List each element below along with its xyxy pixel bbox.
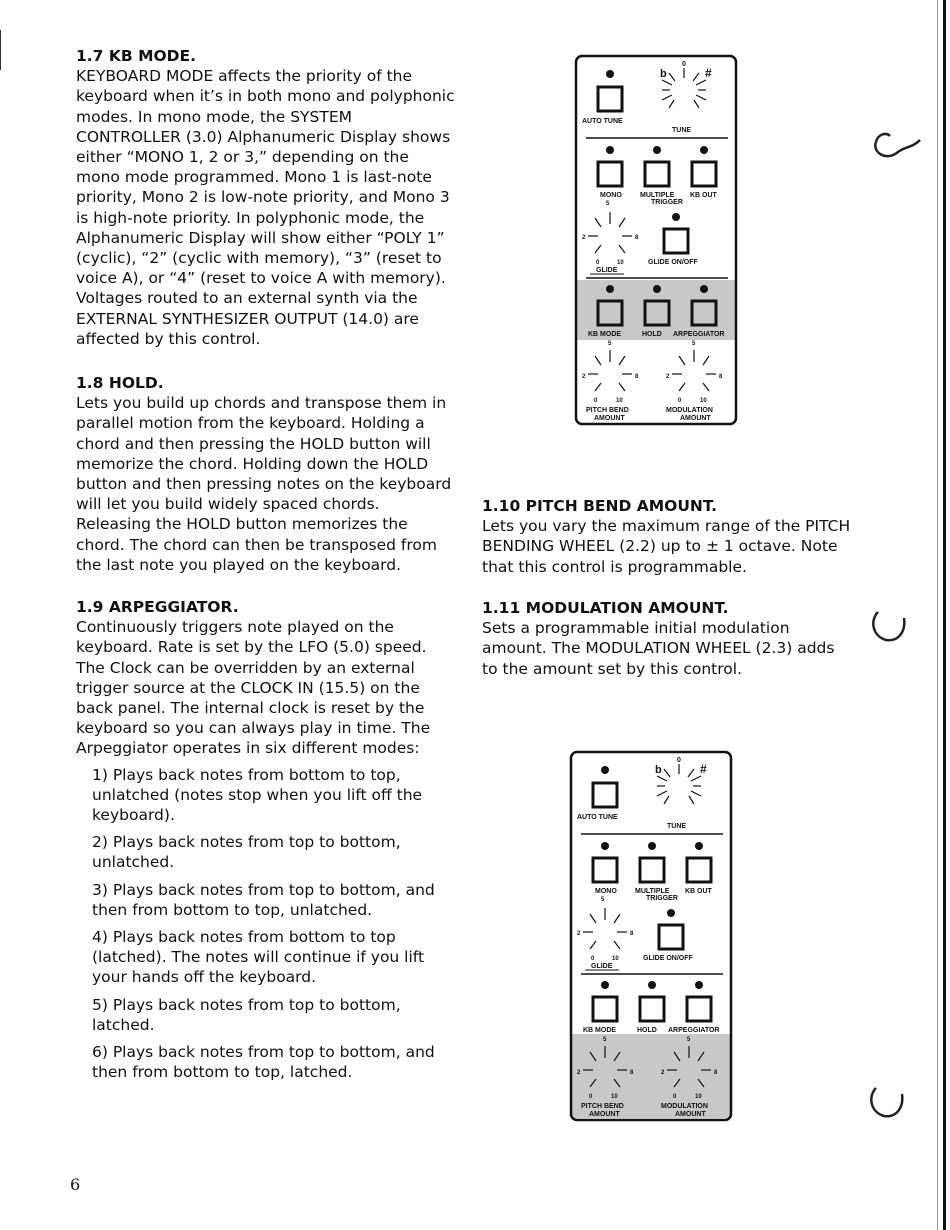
multiple-trigger-button[interactable]: [640, 858, 664, 882]
pitch-scale-mid: 5: [603, 1037, 607, 1043]
modulation-knob-rays: [672, 350, 716, 391]
list-item: 1) Plays back notes from bottom to top, unlatched (notes stop when you lift off the keyboard).: [92, 765, 423, 825]
section-hold: [76, 373, 456, 575]
glide-scale-max: 10: [612, 956, 619, 962]
led-indicator: [648, 981, 656, 989]
glide-scale-min: 0: [591, 956, 595, 962]
mod-scale-low: 2: [661, 1070, 665, 1076]
pitch-amount-label: AMOUNT: [594, 415, 625, 422]
arpeggiator-label: ARPEGGIATOR: [673, 331, 725, 338]
pitch-scale-high: 8: [630, 1070, 634, 1076]
kb-mode-label: KB MODE: [583, 1027, 617, 1034]
trigger-label: TRIGGER: [646, 895, 678, 902]
kb-mode-label: KB MODE: [588, 331, 622, 338]
section-body: Sets a programmable initial modulation amount. The MODULATION WHEEL (2.3) adds to the amount set by this control.: [482, 619, 835, 678]
auto-tune-button[interactable]: [593, 783, 617, 807]
auto-tune-label: AUTO TUNE: [577, 814, 618, 821]
led-indicator: [601, 766, 609, 774]
pitch-scale-low: 2: [582, 374, 586, 380]
hold-label: HOLD: [637, 1027, 657, 1034]
section-title: 1.11 MODULATION AMOUNT.: [482, 599, 729, 617]
tune-label: TUNE: [667, 823, 687, 830]
section-modulation: [482, 598, 854, 679]
section-title: 1.7 KB MODE.: [76, 47, 197, 65]
section-kb-mode: [76, 46, 456, 349]
kb-mode-button[interactable]: [593, 997, 617, 1021]
mod-scale-high: 8: [719, 374, 723, 380]
pitch-bend-label: PITCH BEND: [586, 407, 629, 414]
led-indicator: [606, 146, 614, 154]
list-item: 6) Plays back notes from top to bottom, and then from bottom to top, latched.: [92, 1043, 435, 1082]
glide-onoff-button[interactable]: [664, 229, 688, 253]
led-indicator: [667, 909, 675, 917]
page-edge-inner: [937, 0, 938, 1230]
sharp-symbol: #: [700, 762, 707, 776]
section-pitch-bend: [482, 496, 854, 577]
list-item: 2) Plays back notes from top to bottom, unlatched.: [92, 833, 401, 872]
glide-scale-mid: 5: [606, 201, 610, 207]
led-indicator: [672, 213, 680, 221]
pitch-bend-knob-rays: [588, 350, 632, 391]
section-title: 1.8 HOLD.: [76, 374, 164, 392]
auto-tune-label: AUTO TUNE: [582, 118, 623, 125]
glide-onoff-label: GLIDE ON/OFF: [643, 955, 693, 962]
section-body: KEYBOARD MODE affects the priority of the keyboard when it’s in both mono and polyphonic modes. In mono mode, the SYSTEM CONTROLLER (3.0) Alphanumeric Display shows either “MONO 1, 2 or 3,” depending on the mono mode programmed. Mono 1 is last-note priority, Mono 2 is low-note priority, and Mono 3 is high-note priority. In polyphonic mode, the Alphanumeric Display will show either “POLY 1” (cyclic), “2” (cyclic with memory), “3” (reset to voice A), or “4” (reset to voice A with memory). Voltages routed to an external synth via the EXTERNAL SYNTHESIZER OUTPUT (14.0) are affected by this control.: [76, 67, 455, 348]
mod-scale-high: 8: [714, 1070, 718, 1076]
glide-scale-low: 2: [582, 235, 586, 241]
list-item: 3) Plays back notes from top to bottom, and then from bottom to top, unlatched.: [92, 880, 435, 919]
mod-scale-mid: 5: [692, 341, 696, 347]
trigger-label: TRIGGER: [651, 199, 683, 206]
kb-out-label: KB OUT: [685, 888, 712, 895]
led-indicator: [695, 842, 703, 850]
tune-zero-label: 0: [677, 757, 681, 764]
binder-hole-mark: [866, 1080, 910, 1124]
glide-scale-max: 10: [617, 260, 624, 266]
panel-diagram-pitch-mod: [567, 748, 737, 1132]
section-body: Continuously triggers note played on the keyboard. Rate is set by the LFO (5.0) speed. The Clock can be overridden by an external trigger source at the CLOCK IN (15.5) on the back panel. The internal clock is reset by the keyboard so you can always play in time. The Arpeggiator operates in six different modes:: [76, 618, 431, 758]
margin-mark: [0, 30, 1, 70]
pitch-scale-min: 0: [594, 398, 598, 404]
modulation-label: MODULATION: [661, 1103, 708, 1110]
glide-onoff-label: GLIDE ON/OFF: [648, 259, 698, 266]
glide-knob-rays: [588, 212, 632, 253]
led-indicator: [653, 285, 661, 293]
mono-label: MONO: [600, 192, 622, 199]
led-indicator: [700, 146, 708, 154]
arpeggiator-label: ARPEGGIATOR: [668, 1027, 720, 1034]
tune-zero-label: 0: [682, 61, 686, 68]
glide-label: GLIDE: [596, 267, 618, 274]
multiple-label: MULTIPLE: [640, 192, 675, 199]
glide-onoff-button[interactable]: [659, 925, 683, 949]
kb-out-label: KB OUT: [690, 192, 717, 199]
glide-scale-min: 0: [596, 260, 600, 266]
pitch-scale-low: 2: [577, 1070, 581, 1076]
margin-scribble: [868, 118, 928, 168]
tune-knob-rays: [657, 764, 701, 804]
glide-knob-rays: [583, 908, 627, 949]
mono-button[interactable]: [593, 858, 617, 882]
list-item: 5) Plays back notes from top to bottom, latched.: [92, 995, 401, 1034]
mod-scale-max: 10: [695, 1094, 702, 1100]
panel-svg: [567, 748, 737, 1128]
glide-scale-high: 8: [635, 235, 639, 241]
flat-symbol: b: [660, 68, 667, 80]
led-indicator: [648, 842, 656, 850]
pitch-bend-label: PITCH BEND: [581, 1103, 624, 1110]
mod-scale-min: 0: [678, 398, 682, 404]
hold-button[interactable]: [640, 997, 664, 1021]
sharp-symbol: #: [705, 66, 712, 80]
pitch-scale-mid: 5: [608, 341, 612, 347]
led-indicator: [606, 70, 614, 78]
pitch-scale-min: 0: [589, 1094, 593, 1100]
mod-scale-max: 10: [700, 398, 707, 404]
glide-scale-mid: 5: [601, 897, 605, 903]
mod-scale-mid: 5: [687, 1037, 691, 1043]
page-edge: [943, 0, 946, 1230]
kb-out-button[interactable]: [692, 162, 716, 186]
multiple-label: MULTIPLE: [635, 888, 670, 895]
mod-scale-min: 0: [673, 1094, 677, 1100]
mono-label: MONO: [595, 888, 617, 895]
pitch-scale-max: 10: [611, 1094, 618, 1100]
led-indicator: [653, 146, 661, 154]
section-arpeggiator: [76, 597, 456, 1089]
mono-button[interactable]: [598, 162, 622, 186]
auto-tune-button[interactable]: [598, 87, 622, 111]
glide-scale-low: 2: [577, 931, 581, 937]
section-title: 1.9 ARPEGGIATOR.: [76, 598, 239, 616]
modulation-label: MODULATION: [666, 407, 713, 414]
mod-scale-low: 2: [666, 374, 670, 380]
page-number: 6: [70, 1175, 81, 1194]
list-item: 4) Plays back notes from bottom to top (latched). The notes will continue if you lift your hands off the keyboard.: [92, 928, 425, 987]
arpeggiator-button[interactable]: [687, 997, 711, 1021]
panel-svg: [572, 52, 742, 432]
led-indicator: [695, 981, 703, 989]
mod-amount-label: AMOUNT: [680, 415, 711, 422]
panel-diagram-kb-mode: [572, 52, 742, 436]
arpeggiator-modes-list: [92, 765, 456, 1083]
led-indicator: [700, 285, 708, 293]
pitch-scale-high: 8: [635, 374, 639, 380]
hold-label: HOLD: [642, 331, 662, 338]
section-title: 1.10 PITCH BEND AMOUNT.: [482, 497, 717, 515]
glide-label: GLIDE: [591, 963, 613, 970]
glide-scale-high: 8: [630, 931, 634, 937]
led-indicator: [601, 842, 609, 850]
tune-label: TUNE: [672, 127, 692, 134]
mod-amount-label: AMOUNT: [675, 1111, 706, 1118]
tune-knob-rays: [662, 68, 706, 108]
multiple-trigger-button[interactable]: [645, 162, 669, 186]
led-indicator: [606, 285, 614, 293]
section-body: Lets you build up chords and transpose them in parallel motion from the keyboard. Holding a chord and then pressing the HOLD button will memorize the chord. Holding down the HOLD button and then pressing notes on the keyboard will let you build widely spaced chords. Releasing the HOLD button memorizes the chord. The chord can then be transposed from the last note you played on the keyboard.: [76, 394, 452, 574]
pitch-amount-label: AMOUNT: [589, 1111, 620, 1118]
binder-hole-mark: [868, 604, 912, 648]
flat-symbol: b: [655, 764, 662, 776]
pitch-scale-max: 10: [616, 398, 623, 404]
section-body: Lets you vary the maximum range of the PITCH BENDING WHEEL (2.2) up to ± 1 octave. Note that this control is programmable.: [482, 517, 851, 576]
kb-out-button[interactable]: [687, 858, 711, 882]
led-indicator: [601, 981, 609, 989]
